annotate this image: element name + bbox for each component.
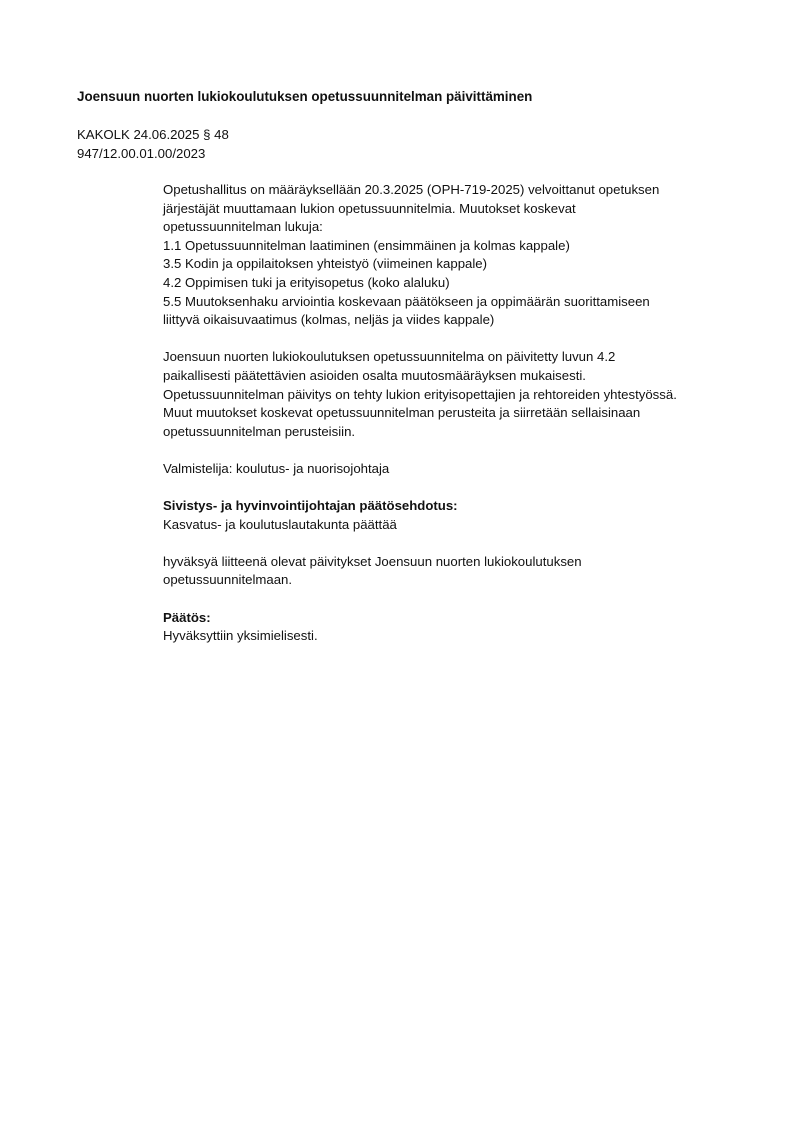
intro-line: 4.2 Oppimisen tuki ja erityisopetus (koko alaluku) (163, 274, 450, 290)
update-line: Joensuun nuorten lukiokoulutuksen opetussuunnitelma on päivitetty luvun 4.2 (163, 349, 616, 365)
update-line: Opetussuunnitelman päivitys on tehty lukion erityisopettajien ja rehtoreiden yhtestyössä. (163, 386, 677, 402)
proposal-line: Kasvatus- ja koulutuslautakunta päättää (163, 516, 397, 532)
update-line: Muut muutokset koskevat opetussuunnitelman perusteita ja siirretään sellaisinaan (163, 405, 641, 421)
intro-line: järjestäjät muuttamaan lukion opetussuunnitelmia. Muutokset koskevat (163, 200, 576, 216)
update-paragraph (163, 348, 763, 441)
intro-line: opetussuunnitelman lukuja: (163, 219, 323, 235)
intro-line: Opetushallitus on määräyksellään 20.3.2025 (OPH-719-2025) velvoittanut opetuksen (163, 182, 660, 197)
record-number: 947/12.00.01.00/2023 (77, 145, 206, 161)
intro-line: 1.1 Opetussuunnitelman laatiminen (ensimmäinen ja kolmas kappale) (163, 237, 570, 253)
decision-paragraph (163, 609, 763, 646)
update-line: opetussuunnitelman perusteisiin. (163, 423, 356, 439)
intro-line: 3.5 Kodin ja oppilaitoksen yhteistyö (viimeinen kappale) (163, 256, 488, 272)
preparer-paragraph (163, 460, 763, 479)
update-line: paikallisesti päätettävien asioiden osalta muutosmääräyksen mukaisesti. (163, 367, 586, 383)
document-body (163, 181, 763, 664)
approve-line: hyväksyä liitteenä olevat päivitykset Joensuun nuorten lukiokoulutuksen (163, 553, 582, 569)
decision-heading: Päätös: (163, 609, 211, 625)
document-title: Joensuun nuorten lukiokoulutuksen opetussuunnitelman päivittäminen (77, 89, 533, 104)
approve-line: opetussuunnitelmaan. (163, 572, 293, 588)
approve-paragraph (163, 553, 763, 590)
intro-paragraph (163, 181, 763, 330)
decision-text: Hyväksyttiin yksimielisesti. (163, 628, 318, 644)
proposal-heading: Sivistys- ja hyvinvointijohtajan päätösehdotus: (163, 498, 458, 514)
proposal-paragraph (163, 497, 763, 534)
intro-line: liittyvä oikaisuvaatimus (kolmas, neljäs ja viides kappale) (163, 312, 495, 328)
preparer-line: Valmistelija: koulutus- ja nuorisojohtaja (163, 460, 390, 476)
meeting-reference: KAKOLK 24.06.2025 § 48 (77, 127, 229, 142)
document-meta (77, 126, 229, 163)
intro-line: 5.5 Muutoksenhaku arviointia koskevaan päätökseen ja oppimäärän suorittamiseen (163, 293, 650, 309)
